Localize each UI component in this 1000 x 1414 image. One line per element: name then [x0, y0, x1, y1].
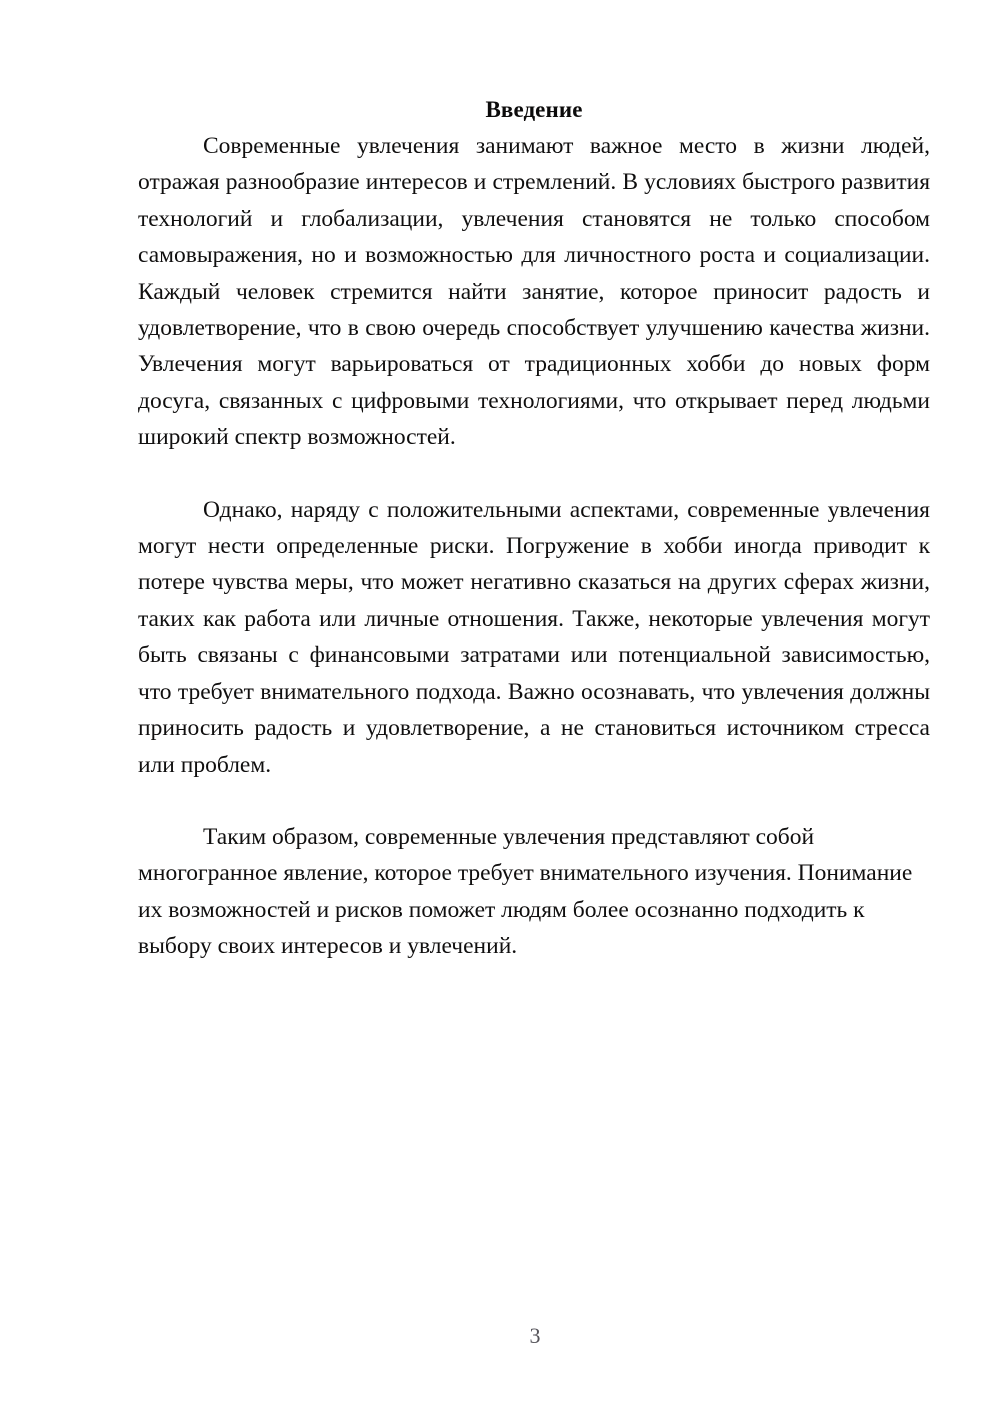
- paragraph-3: Таким образом, современные увлечения представляют собой многогранное явление, которое требует внимательного изучения. Понимание их возможностей и рисков поможет людям более осознанно подходить к выбору своих интересов и увлечений.: [138, 823, 913, 960]
- body-text: [138, 128, 930, 965]
- page-number: 3: [529, 1323, 541, 1348]
- page-content: [138, 92, 930, 965]
- paragraph-2: Однако, наряду с положительными аспектами, современные увлечения могут нести определенные риски. Погружение в хобби иногда приводит к потере чувства меры, что может негативно сказаться на других сферах жизни, таких как работа или личные отношения. Также, некоторые увлечения могут быть связаны с финансовыми затратами или потенциальной зависимостью, что требует внимательного подхода. Важно осознавать, что увлечения должны приносить радость и удовлетворение, а не становиться источником стресса или проблем.: [138, 496, 930, 778]
- page-title: Введение: [485, 97, 583, 122]
- paragraph-1: Современные увлечения занимают важное место в жизни людей, отражая разнообразие интересов и стремлений. В условиях быстрого развития технологий и глобализации, увлечения становятся не только способом самовыражения, но и возможностью для личностного роста и социализации. Каждый человек стремится найти занятие, которое приносит радость и удовлетворение, что в свою очередь способствует улучшению качества жизни. Увлечения могут варьироваться от традиционных хобби до новых форм досуга, связанных с цифровыми технологиями, что открывает перед людьми широкий спектр возможностей.: [138, 133, 930, 451]
